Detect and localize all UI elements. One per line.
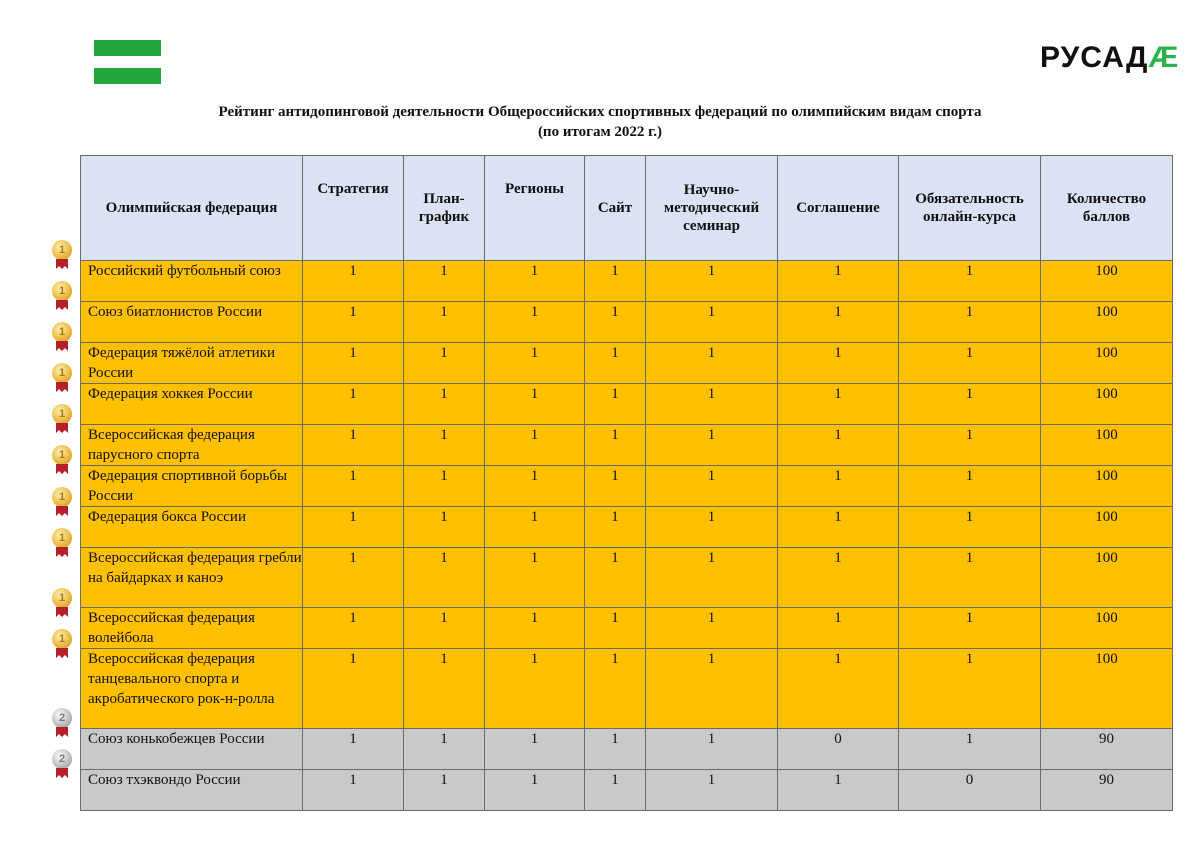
column-header: Стратегия [303, 156, 404, 261]
score-value: 100 [1041, 384, 1173, 425]
cell-value: 1 [778, 343, 899, 384]
column-header: План-график [404, 156, 485, 261]
table-row [81, 729, 1173, 770]
cell-value: 1 [585, 302, 646, 343]
cell-value: 1 [303, 343, 404, 384]
cell-value: 1 [303, 466, 404, 507]
score-value: 100 [1041, 425, 1173, 466]
cell-value: 1 [778, 770, 899, 811]
cell-value: 1 [404, 343, 485, 384]
table-header-row [81, 156, 1173, 261]
gold-medal-icon: 1 [50, 588, 74, 620]
cell-value: 1 [778, 261, 899, 302]
cell-value: 1 [485, 548, 585, 608]
score-value: 100 [1041, 548, 1173, 608]
cell-value: 1 [404, 770, 485, 811]
column-header: Регионы [485, 156, 585, 261]
cell-value: 1 [646, 729, 778, 770]
cell-value: 1 [899, 649, 1041, 729]
cell-value: 1 [404, 384, 485, 425]
cell-value: 1 [303, 770, 404, 811]
score-value: 100 [1041, 466, 1173, 507]
federation-name: Всероссийская федерация танцевального спорта и акробатического рок-н-ролла [81, 649, 303, 729]
cell-value: 1 [778, 507, 899, 548]
logo-bar-bottom [94, 68, 161, 84]
cell-value: 1 [585, 384, 646, 425]
column-header: Сайт [585, 156, 646, 261]
table-row [81, 425, 1173, 466]
cell-value: 1 [585, 343, 646, 384]
cell-value: 1 [646, 548, 778, 608]
cell-value: 1 [585, 507, 646, 548]
cell-value: 1 [303, 608, 404, 649]
cell-value: 1 [404, 729, 485, 770]
gold-medal-icon: 1 [50, 528, 74, 560]
gold-medal-icon: 1 [50, 445, 74, 477]
gold-medal-icon: 1 [50, 404, 74, 436]
score-value: 100 [1041, 261, 1173, 302]
cell-value: 0 [899, 770, 1041, 811]
cell-value: 1 [485, 729, 585, 770]
gold-medal-icon: 1 [50, 487, 74, 519]
rusada-logo [1040, 40, 1179, 76]
cell-value: 1 [404, 507, 485, 548]
score-value: 90 [1041, 770, 1173, 811]
cell-value: 1 [485, 649, 585, 729]
cell-value: 1 [585, 649, 646, 729]
cell-value: 1 [404, 649, 485, 729]
federation-name: Всероссийская федерация парусного спорта [81, 425, 303, 466]
gold-medal-icon: 1 [50, 281, 74, 313]
cell-value: 1 [485, 302, 585, 343]
cell-value: 1 [646, 507, 778, 548]
page-title [100, 102, 1100, 142]
column-header: Научно-методический семинар [646, 156, 778, 261]
cell-value: 1 [404, 261, 485, 302]
cell-value: 1 [485, 261, 585, 302]
score-value: 100 [1041, 608, 1173, 649]
title-line-1: Рейтинг антидопинговой деятельности Общероссийских спортивных федераций по олимпийским видам спорта [218, 104, 982, 120]
cell-value: 1 [778, 302, 899, 343]
federation-name: Союз тхэквондо России [81, 770, 303, 811]
green-flag-logo [94, 40, 161, 84]
cell-value: 1 [585, 608, 646, 649]
cell-value: 1 [303, 548, 404, 608]
cell-value: 1 [404, 425, 485, 466]
cell-value: 1 [485, 466, 585, 507]
cell-value: 1 [899, 548, 1041, 608]
column-header: Соглашение [778, 156, 899, 261]
gold-medal-icon: 1 [50, 629, 74, 661]
table-row [81, 608, 1173, 649]
logo-bar-top [94, 40, 161, 56]
federation-name: Союз конькобежцев России [81, 729, 303, 770]
rusada-logo-text: РУСАД [1040, 41, 1149, 74]
score-value: 100 [1041, 649, 1173, 729]
rusada-logo-accent: Æ [1148, 41, 1180, 74]
cell-value: 1 [646, 608, 778, 649]
cell-value: 1 [303, 384, 404, 425]
table-row [81, 548, 1173, 608]
cell-value: 1 [585, 770, 646, 811]
cell-value: 1 [485, 343, 585, 384]
cell-value: 1 [303, 649, 404, 729]
cell-value: 1 [303, 729, 404, 770]
cell-value: 1 [646, 466, 778, 507]
cell-value: 1 [646, 770, 778, 811]
silver-medal-icon: 2 [50, 708, 74, 740]
gold-medal-icon: 1 [50, 363, 74, 395]
gold-medal-icon: 1 [50, 322, 74, 354]
table-row [81, 649, 1173, 729]
table-row [81, 302, 1173, 343]
cell-value: 1 [899, 343, 1041, 384]
column-header: Обязательность онлайн-курса [899, 156, 1041, 261]
cell-value: 1 [485, 608, 585, 649]
silver-medal-icon: 2 [50, 749, 74, 781]
cell-value: 1 [646, 384, 778, 425]
cell-value: 1 [404, 466, 485, 507]
cell-value: 1 [303, 507, 404, 548]
rating-table [80, 155, 1173, 811]
federation-name: Федерация тяжёлой атлетики России [81, 343, 303, 384]
federation-name: Союз биатлонистов России [81, 302, 303, 343]
cell-value: 1 [585, 548, 646, 608]
cell-value: 1 [585, 425, 646, 466]
cell-value: 1 [646, 425, 778, 466]
cell-value: 1 [899, 425, 1041, 466]
score-value: 100 [1041, 302, 1173, 343]
cell-value: 1 [485, 507, 585, 548]
federation-name: Всероссийская федерация гребли на байдарках и каноэ [81, 548, 303, 608]
cell-value: 1 [585, 729, 646, 770]
column-header: Олимпийская федерация [81, 156, 303, 261]
score-value: 100 [1041, 343, 1173, 384]
cell-value: 1 [778, 425, 899, 466]
cell-value: 1 [485, 770, 585, 811]
table-row [81, 384, 1173, 425]
cell-value: 1 [778, 384, 899, 425]
cell-value: 1 [899, 729, 1041, 770]
score-value: 90 [1041, 729, 1173, 770]
cell-value: 1 [485, 425, 585, 466]
cell-value: 1 [303, 302, 404, 343]
title-line-2: (по итогам 2022 г.) [537, 124, 663, 140]
cell-value: 1 [303, 425, 404, 466]
cell-value: 1 [899, 466, 1041, 507]
federation-name: Российский футбольный союз [81, 261, 303, 302]
table-row [81, 261, 1173, 302]
gold-medal-icon: 1 [50, 240, 74, 272]
cell-value: 1 [899, 608, 1041, 649]
cell-value: 1 [485, 384, 585, 425]
federation-name: Всероссийская федерация волейбола [81, 608, 303, 649]
table-row [81, 507, 1173, 548]
cell-value: 0 [778, 729, 899, 770]
federation-name: Федерация бокса России [81, 507, 303, 548]
table-row [81, 343, 1173, 384]
federation-name: Федерация спортивной борьбы России [81, 466, 303, 507]
cell-value: 1 [585, 261, 646, 302]
cell-value: 1 [404, 302, 485, 343]
column-header: Количество баллов [1041, 156, 1173, 261]
cell-value: 1 [899, 302, 1041, 343]
cell-value: 1 [646, 343, 778, 384]
cell-value: 1 [899, 384, 1041, 425]
cell-value: 1 [646, 302, 778, 343]
cell-value: 1 [778, 548, 899, 608]
cell-value: 1 [778, 649, 899, 729]
cell-value: 1 [646, 649, 778, 729]
table-row [81, 770, 1173, 811]
cell-value: 1 [899, 507, 1041, 548]
cell-value: 1 [646, 261, 778, 302]
cell-value: 1 [778, 608, 899, 649]
cell-value: 1 [585, 466, 646, 507]
federation-name: Федерация хоккея России [81, 384, 303, 425]
cell-value: 1 [404, 608, 485, 649]
cell-value: 1 [899, 261, 1041, 302]
cell-value: 1 [303, 261, 404, 302]
cell-value: 1 [778, 466, 899, 507]
cell-value: 1 [404, 548, 485, 608]
table-row [81, 466, 1173, 507]
score-value: 100 [1041, 507, 1173, 548]
